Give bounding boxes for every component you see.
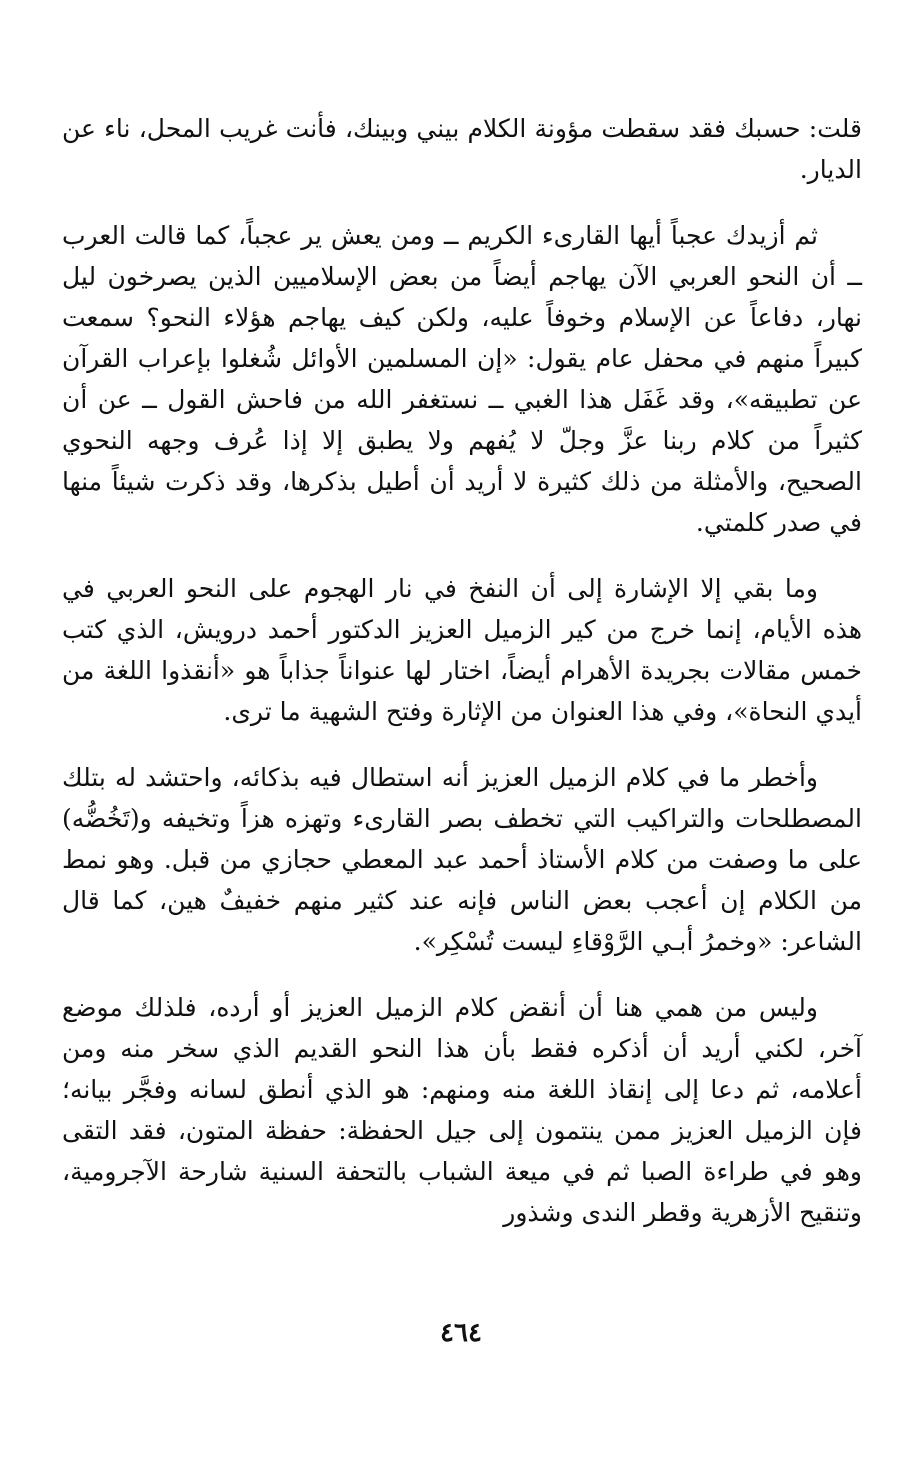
paragraph-1: قلت: حسبك فقد سقطت مؤونة الكلام بيني وبينك، فأنت غريب المحل، ناء عن الديار.	[62, 114, 862, 184]
page-number: ٤٦٤	[440, 1318, 482, 1348]
paragraph-3: وما بقي إلا الإشارة إلى أن النفخ في نار الهجوم على النحو العربي في هذه الأيام، إنما خرج من كير الزميل العزيز الدكتور أحمد درويش، الذي كتب خمس مقالات بجريدة الأهرام أيضاً، اختار لها عنواناً جذاباً هو «أنقذوا اللغة من أيدي النحاة»، وفي هذا العنوان من الإثارة وفتح الشهية ما ترى.	[62, 574, 862, 726]
paragraph-4: وأخطر ما في كلام الزميل العزيز أنه استطال فيه بذكائه، واحتشد له بتلك المصطلحات والتراكيب التي تخطف بصر القارىء وتهزه هزاً وتخيفه و(تَخُضُّه) على ما وصفت من كلام الأستاذ أحمد عبد المعطي حجازي من قبل. وهو نمط من الكلام إن أعجب بعض الناس فإنه عند كثير منهم خفيفٌ هين، كما قال الشاعر: «وخمرُ أبـي الرَّوْقاءِ ليست تُسْكِر».	[62, 763, 862, 956]
paragraph-2: ثم أزيدك عجباً أيها القارىء الكريم ــ ومن يعش ير عجباً، كما قالت العرب ــ أن النحو العربي الآن يهاجم أيضاً من بعض الإسلاميين الذين يصرخون ليل نهار، دفاعاً عن الإسلام وخوفاً عليه، ولكن كيف يهاجم هؤلاء النحو؟ سمعت كبيراً منهم في محفل عام يقول: «إن المسلمين الأوائل شُغلوا بإعراب القرآن عن تطبيقه»، وقد غَفَل هذا الغبي ــ نستغفر الله من فاحش القول ــ عن أن كثيراً من كلام ربنا عزَّ وجلّ لا يُفهم ولا يطبق إلا إذا عُرف وجهه النحوي الصحيح، والأمثلة من ذلك كثيرة لا أريد أن أطيل بذكرها، وقد ذكرت شيئاً منها في صدر كلمتي.	[62, 221, 862, 537]
paragraph-5: وليس من همي هنا أن أنقض كلام الزميل العزيز أو أرده، فلذلك موضع آخر، لكني أريد أن أذكره فقط بأن هذا النحو القديم الذي سخر منه ومن أعلامه، ثم دعا إلى إنقاذ اللغة منه ومنهم: هو الذي أنطق لسانه وفجَّر بيانه؛ فإن الزميل العزيز ممن ينتمون إلى جيل الحفظة: حفظة المتون، فقد التقى وهو في طراءة الصبا ثم في ميعة الشباب بالتحفة السنية شارحة الآجرومية، وتنقيح الأزهرية وقطر الندى وشذور	[62, 993, 862, 1227]
page-body	[62, 108, 862, 1233]
